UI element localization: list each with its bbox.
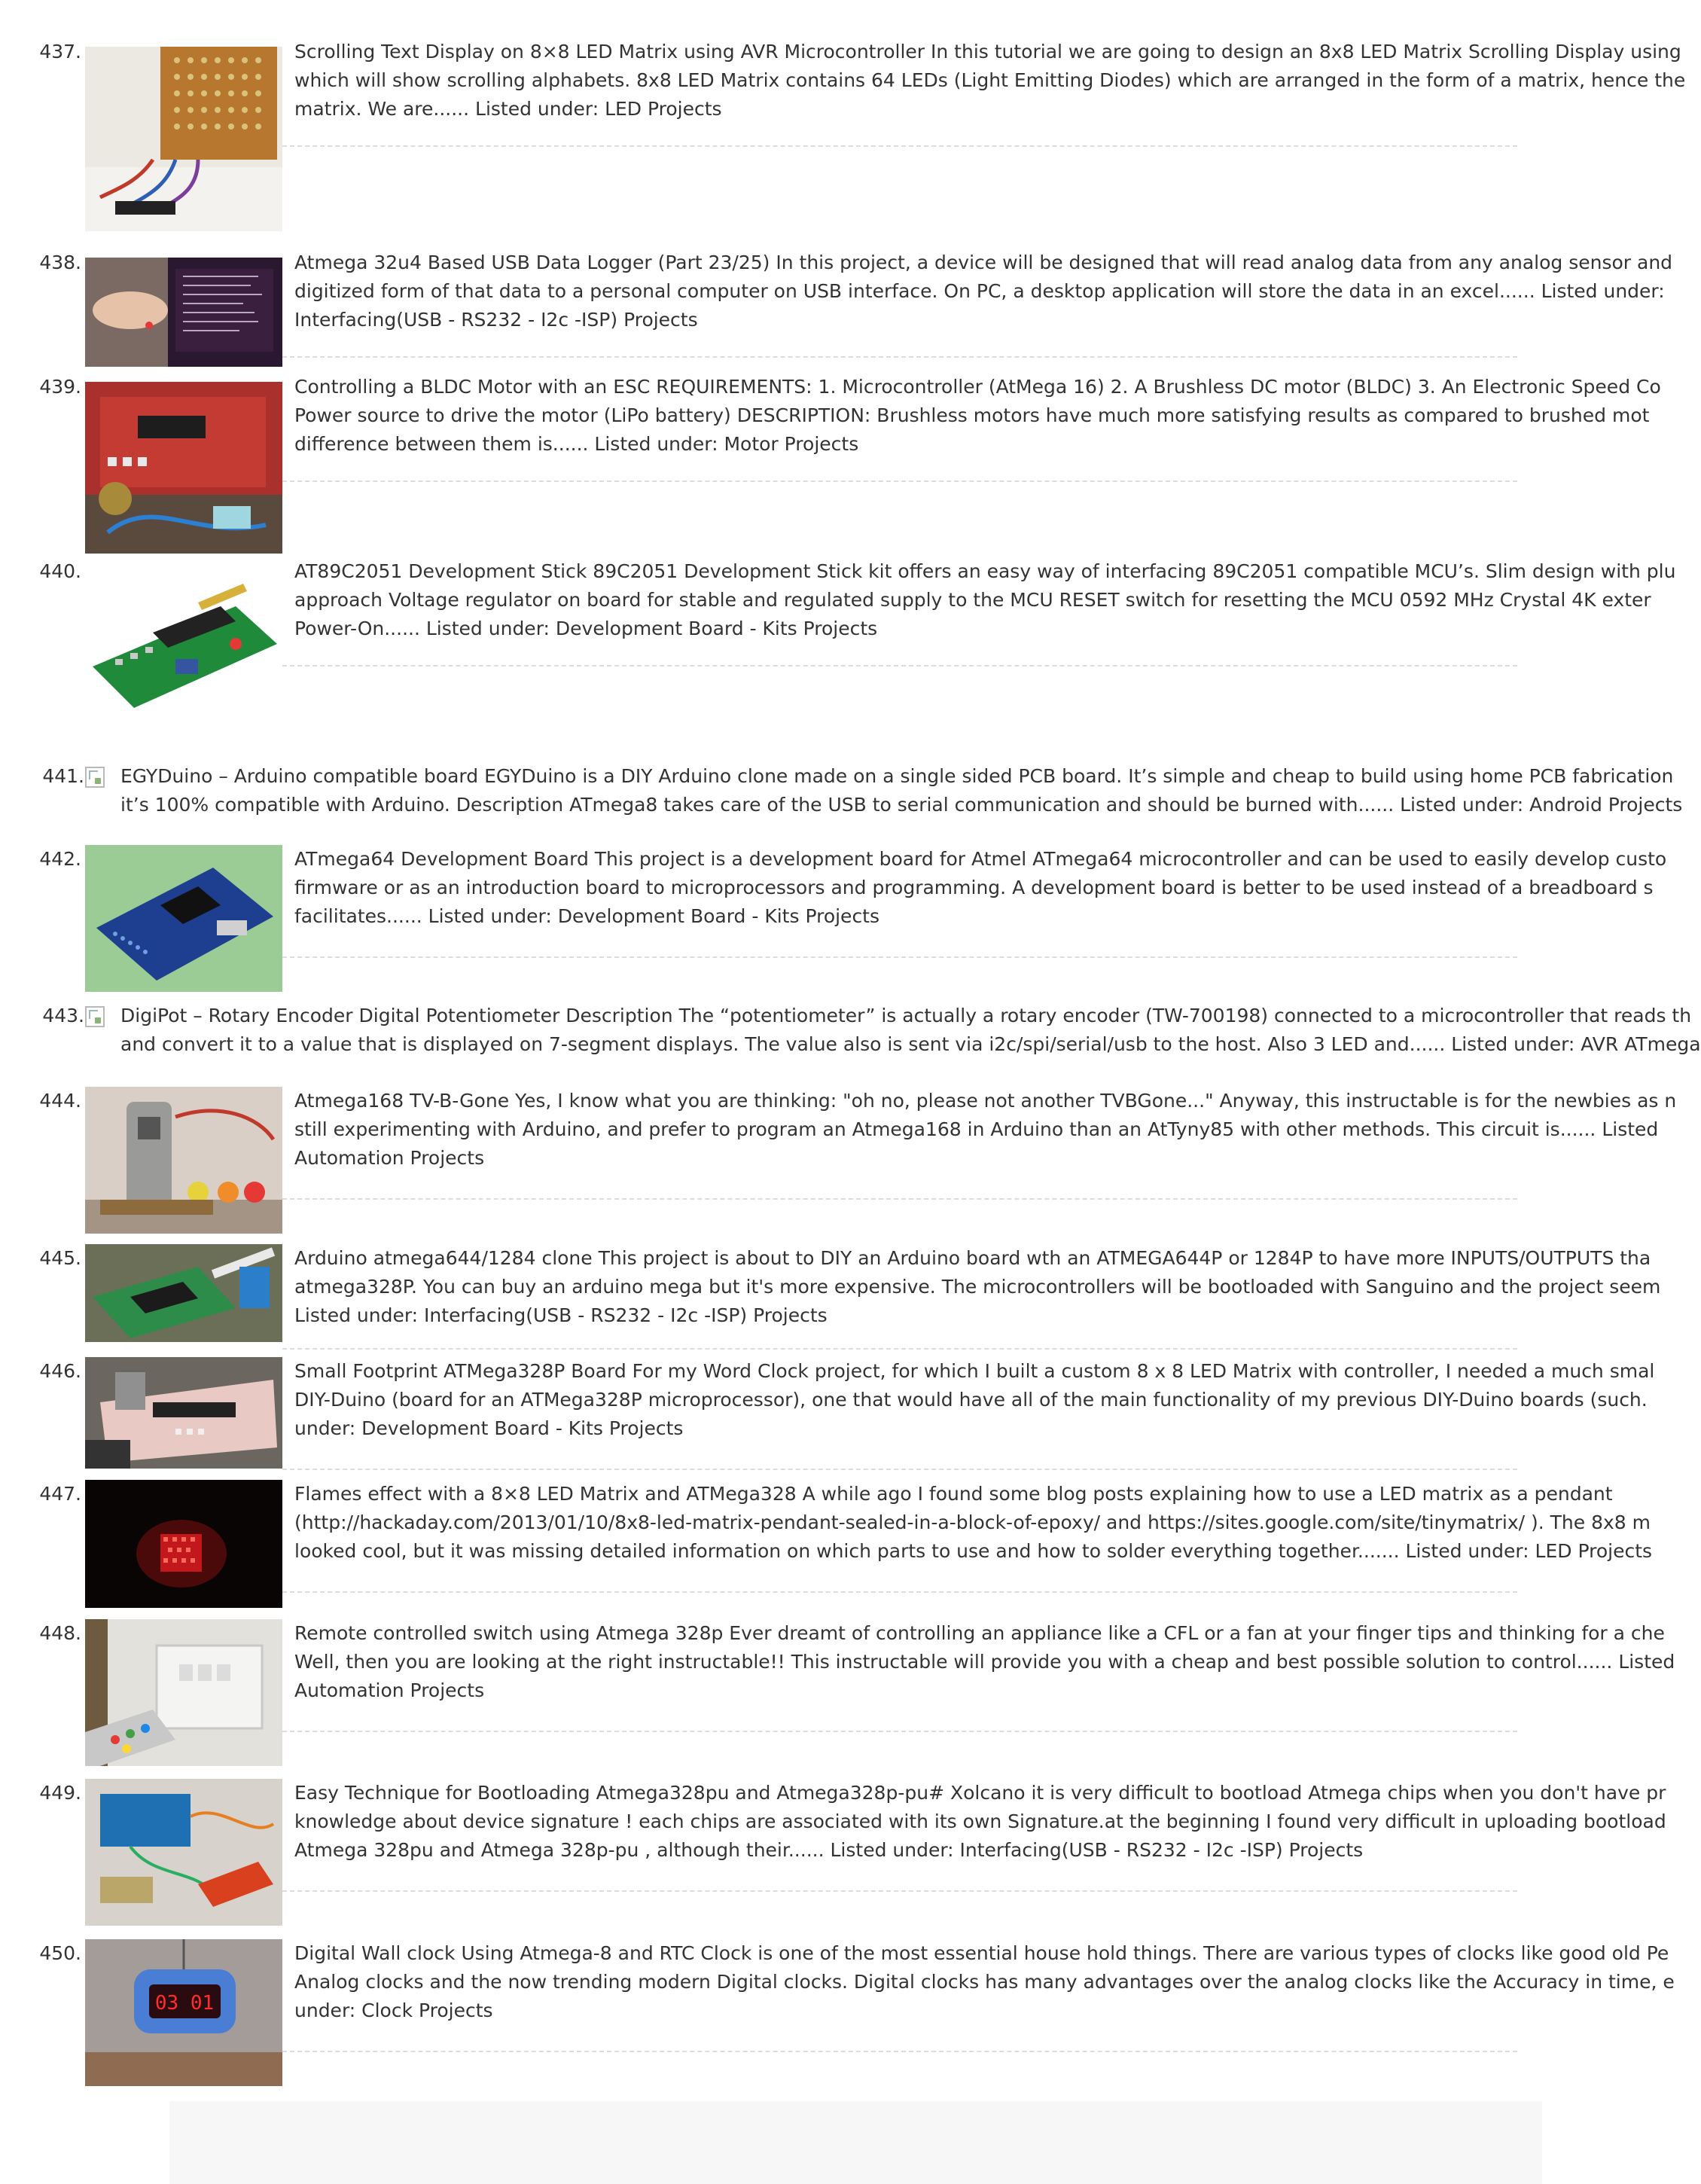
item-number: 437.	[39, 41, 81, 63]
description-line: (http://hackaday.com/2013/01/10/8x8-led-matrix-pendant-sealed-in-a-block-of-epoxy/ and https://sites.google.com/site/tinymatrix/ ). The 8x8 m	[294, 1511, 1651, 1533]
item-number: 442.	[39, 848, 81, 870]
item-description	[294, 557, 1676, 643]
separator	[282, 356, 1517, 358]
thumbnail-image[interactable]	[85, 845, 282, 992]
item-description	[294, 1619, 1675, 1705]
description-line[interactable]: EGYDuino – Arduino compatible board EGYDuino is a DIY Arduino clone made on a single sided PCB board. It’s simple and cheap to build using home PCB fabrication	[120, 765, 1674, 787]
description-line: Power source to drive the motor (LiPo battery) DESCRIPTION: Brushless motors have much more satisfying results as compared to brushed mot	[294, 404, 1650, 426]
description-line[interactable]: DigiPot – Rotary Encoder Digital Potentiometer Description The “potentiometer” is actually a rotary encoder (TW-700198) connected to a microcontroller that reads th	[120, 1005, 1692, 1026]
description-line: which will show scrolling alphabets. 8x8 LED Matrix contains 64 LEDs (Light Emitting Diodes) which are arranged in the form of a matrix, hence the	[294, 69, 1686, 91]
description-line: digitized form of that data to a personal computer on USB interface. On PC, a desktop application will store the data in an excel...... Listed under:	[294, 280, 1665, 302]
item-description	[120, 1002, 1701, 1059]
description-line: Analog clocks and the now trending modern Digital clocks. Digital clocks has many advantages over the analog clocks like the Accuracy in time, e	[294, 1971, 1675, 1993]
description-line: Automation Projects	[294, 1147, 485, 1169]
description-line: Listed under: Interfacing(USB - RS232 - I2c -ISP) Projects	[294, 1304, 828, 1326]
description-line: under: Clock Projects	[294, 1999, 493, 2021]
thumbnail-image[interactable]	[85, 1480, 282, 1608]
description-line: it’s 100% compatible with Arduino. Description ATmega8 takes care of the USB to serial communication and should be burned with...... Listed under: Android Projects	[120, 794, 1683, 816]
page-bottom-shade	[169, 2101, 1542, 2184]
item-number: 447.	[39, 1483, 81, 1505]
description-line: knowledge about device signature ! each chips are associated with its own Signature.at the beginning I found very difficult in uploading bootload	[294, 1810, 1666, 1832]
separator	[282, 1348, 1517, 1350]
item-description	[294, 1779, 1666, 1865]
separator	[282, 1890, 1517, 1892]
item-description	[294, 373, 1661, 459]
separator	[282, 1591, 1517, 1593]
item-description	[294, 845, 1667, 931]
item-description	[294, 1357, 1655, 1443]
description-line[interactable]: ATmega64 Development Board This project is a development board for Atmel ATmega64 microcontroller and can be used to easily develop custo	[294, 848, 1667, 870]
description-line[interactable]: Remote controlled switch using Atmega 328p Ever dreamt of controlling an appliance like a CFL or a fan at your finger tips and thinking for a che	[294, 1622, 1665, 1644]
thumbnail-image[interactable]	[85, 1357, 282, 1469]
item-number: 448.	[39, 1622, 81, 1644]
item-description	[294, 249, 1673, 334]
thumbnail-image[interactable]	[85, 382, 282, 554]
separator	[282, 2051, 1517, 2052]
description-line[interactable]: Digital Wall clock Using Atmega-8 and RTC Clock is one of the most essential house hold things. There are various types of clocks like good old Pe	[294, 1942, 1669, 1964]
description-line[interactable]: Atmega168 TV-B-Gone Yes, I know what you are thinking: "oh no, please not another TVBGone..." Anyway, this instructable is for the newbies as n	[294, 1090, 1677, 1112]
item-number: 443.	[42, 1005, 84, 1026]
separator	[282, 480, 1517, 482]
description-line[interactable]: AT89C2051 Development Stick 89C2051 Development Stick kit offers an easy way of interfacing 89C2051 compatible MCU’s. Slim design with plu	[294, 560, 1676, 582]
separator	[282, 665, 1517, 666]
description-line[interactable]: Arduino atmega644/1284 clone This project is about to DIY an Arduino board wth an ATMEGA644P or 1284P to have more INPUTS/OUTPUTS tha	[294, 1247, 1651, 1269]
description-line[interactable]: Scrolling Text Display on 8×8 LED Matrix using AVR Microcontroller In this tutorial we are going to design an 8x8 LED Matrix Scrolling Display using	[294, 41, 1681, 63]
description-line: under: Development Board - Kits Projects	[294, 1417, 684, 1439]
separator	[282, 1198, 1517, 1200]
thumbnail-image[interactable]	[85, 258, 282, 367]
item-number: 440.	[39, 560, 81, 582]
item-number: 444.	[39, 1090, 81, 1112]
description-line: Interfacing(USB - RS232 - I2c -ISP) Projects	[294, 309, 698, 331]
description-line: DIY-Duino (board for an ATMega328P microprocessor), one that would have all of the main functionality of my previous DIY-Duino boards (such.	[294, 1389, 1648, 1411]
description-line: Atmega 328pu and Atmega 328p-pu , although their...... Listed under: Interfacing(USB - RS232 - I2c -ISP) Projects	[294, 1839, 1364, 1861]
clock-display-text: 03 01	[154, 1992, 215, 2015]
description-line: difference between them is...... Listed under: Motor Projects	[294, 433, 859, 455]
item-number: 445.	[39, 1247, 81, 1269]
item-description	[294, 1087, 1677, 1173]
description-line[interactable]: Easy Technique for Bootloading Atmega328pu and Atmega328p-pu# Xolcano it is very difficult to bootload Atmega chips when you don't have pr	[294, 1782, 1666, 1804]
description-line: looked cool, but it was missing detailed information on which parts to use and how to solder everything together....... Listed under: LED Projects	[294, 1540, 1653, 1562]
thumbnail-image[interactable]	[85, 1244, 282, 1342]
description-line: atmega328P. You can buy an arduino mega but it's more expensive. The microcontrollers will be bootloaded with Sanguino and the project seem	[294, 1276, 1661, 1298]
description-line[interactable]: Small Footprint ATMega328P Board For my Word Clock project, for which I built a custom 8 x 8 LED Matrix with controller, I needed a much smal	[294, 1360, 1655, 1382]
description-line: and convert it to a value that is displayed on 7-segment displays. The value also is sent via i2c/spi/serial/usb to the host. Also 3 LED and...... Listed under: AVR ATmega	[120, 1033, 1701, 1055]
item-description	[294, 38, 1686, 124]
description-line[interactable]: Flames effect with a 8×8 LED Matrix and ATMega328 A while ago I found some blog posts explaining how to use a LED matrix as a pendant	[294, 1483, 1613, 1505]
thumbnail-image[interactable]	[85, 1779, 282, 1926]
separator	[282, 1731, 1517, 1732]
item-number: 446.	[39, 1360, 81, 1382]
separator	[282, 145, 1517, 147]
separator	[282, 1469, 1517, 1470]
item-number: 450.	[39, 1942, 81, 1964]
item-description	[294, 1244, 1661, 1330]
description-line: matrix. We are...... Listed under: LED Projects	[294, 98, 722, 120]
description-line: Automation Projects	[294, 1679, 485, 1701]
description-line: firmware or as an introduction board to microprocessors and programming. A development board is better to be used instead of a breadboard s	[294, 877, 1654, 898]
description-line: Well, then you are looking at the right instructable!! This instructable will provide you with a cheap and best possible solution to control...... Listed	[294, 1651, 1675, 1673]
thumbnail-image[interactable]	[85, 47, 282, 231]
thumbnail-image[interactable]	[85, 1939, 282, 2086]
description-line: still experimenting with Arduino, and prefer to program an Atmega168 in Arduino than an AtTyny85 with other methods. This circuit is...... Listed	[294, 1118, 1659, 1140]
description-line[interactable]: Controlling a BLDC Motor with an ESC REQUIREMENTS: 1. Microcontroller (AtMega 16) 2. A Brushless DC motor (BLDC) 3. An Electronic Speed Co	[294, 376, 1661, 398]
description-line: facilitates...... Listed under: Development Board - Kits Projects	[294, 905, 880, 927]
item-description	[294, 1939, 1675, 2025]
thumbnail-image[interactable]	[85, 561, 282, 723]
description-line: Power-On...... Listed under: Development Board - Kits Projects	[294, 618, 878, 639]
broken-image-icon[interactable]	[85, 767, 105, 788]
thumbnail-image[interactable]	[85, 1619, 282, 1766]
thumbnail-image[interactable]	[85, 1087, 282, 1234]
broken-image-icon[interactable]	[85, 1006, 105, 1027]
description-line[interactable]: Atmega 32u4 Based USB Data Logger (Part 23/25) In this project, a device will be designed that will read analog data from any analog sensor and	[294, 252, 1673, 273]
item-description	[294, 1480, 1653, 1566]
item-number: 441.	[42, 765, 84, 787]
separator	[282, 956, 1517, 958]
item-description	[120, 762, 1683, 819]
item-number: 438.	[39, 252, 81, 273]
description-line: approach Voltage regulator on board for stable and regulated supply to the MCU RESET switch for resetting the MCU 0592 MHz Crystal 4K exter	[294, 589, 1651, 611]
item-number: 449.	[39, 1782, 81, 1804]
item-number: 439.	[39, 376, 81, 398]
